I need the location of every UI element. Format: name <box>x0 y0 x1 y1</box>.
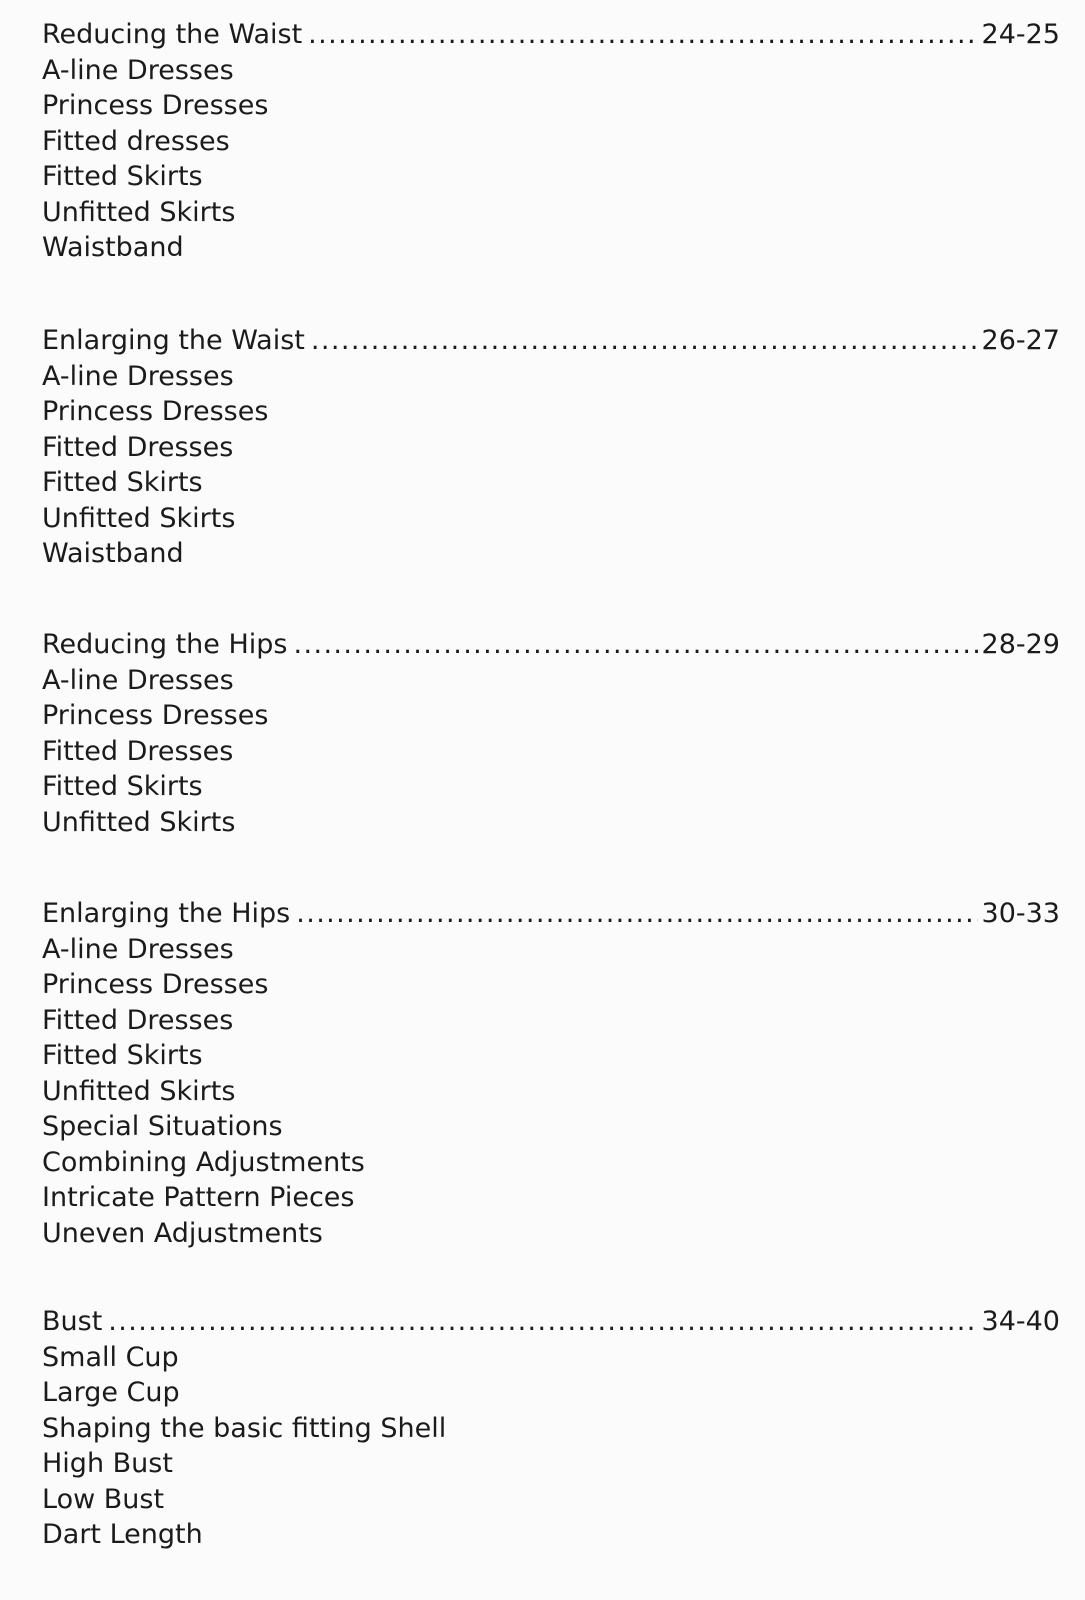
dot-leader <box>311 323 978 359</box>
subtopic-item: A-line Dresses <box>42 360 234 392</box>
subtopic-item: Unfitted Skirts <box>42 196 236 228</box>
section-title: Reducing the Waist <box>42 19 303 50</box>
section-title: Reducing the Hips <box>42 629 288 660</box>
dot-leader <box>108 1304 977 1340</box>
subtopic-item: Princess Dresses <box>42 700 269 731</box>
subtopic-item: Fitted Dresses <box>42 431 234 463</box>
subtopic-item: Small Cup <box>42 1341 179 1373</box>
subtopic-item: Low Bust <box>42 1483 165 1515</box>
subtopic-item: Fitted Skirts <box>42 161 203 192</box>
section-title: Enlarging the Hips <box>42 898 291 929</box>
page-range: 34-40 <box>981 1306 1060 1337</box>
subtopic-item: Fitted dresses <box>42 125 230 157</box>
subtopic-list <box>42 1340 1060 1553</box>
subtopic-item: Unfitted Skirts <box>42 806 236 838</box>
toc-section-enlarging-waist <box>42 323 1060 572</box>
subtopic-item: Fitted Skirts <box>42 467 203 498</box>
page-range: 30-33 <box>981 898 1060 929</box>
subtopic-item: Fitted Skirts <box>42 1040 203 1071</box>
subtopic-item: High Bust <box>42 1448 173 1479</box>
subtopic-list <box>42 53 1060 266</box>
subtopic-item: Fitted Dresses <box>42 735 234 767</box>
subtopic-item: Large Cup <box>42 1377 180 1408</box>
section-title: Bust <box>42 1306 103 1337</box>
toc-entry <box>42 896 1060 932</box>
subtopic-list <box>42 359 1060 572</box>
subtopic-item: A-line Dresses <box>42 54 234 86</box>
dot-leader <box>296 896 977 932</box>
subtopic-list <box>42 932 1060 1252</box>
subtopic-item: Fitted Skirts <box>42 771 203 802</box>
subtopic-list <box>42 663 1060 841</box>
toc-entry <box>42 627 1060 663</box>
toc-section-enlarging-hips <box>42 896 1060 1251</box>
subtopic-item: Fitted Dresses <box>42 1004 234 1036</box>
toc-entry <box>42 323 1060 359</box>
toc-entry <box>42 17 1060 53</box>
subtopic-item: Princess Dresses <box>42 396 269 427</box>
subtopic-item: A-line Dresses <box>42 664 234 696</box>
page-range: 26-27 <box>981 325 1060 356</box>
toc-section-reducing-hips <box>42 627 1060 840</box>
subtopic-item: Waistband <box>42 232 184 263</box>
subtopic-item: Unfitted Skirts <box>42 1075 236 1107</box>
subtopic-item: Dart Length <box>42 1519 203 1550</box>
section-title: Enlarging the Waist <box>42 325 305 356</box>
subtopic-item: Waistband <box>42 538 184 569</box>
toc-section-bust <box>42 1304 1060 1553</box>
page-range: 28-29 <box>981 629 1060 660</box>
subtopic-item: Combining Adjustments <box>42 1146 365 1178</box>
subtopic-item: Uneven Adjustments <box>42 1217 323 1249</box>
toc-entry <box>42 1304 1060 1340</box>
subtopic-item: A-line Dresses <box>42 933 234 965</box>
dot-leader <box>308 17 977 53</box>
subtopic-item: Shaping the basic fitting Shell <box>42 1412 447 1444</box>
subtopic-item: Unfitted Skirts <box>42 502 236 534</box>
toc-section-reducing-waist <box>42 17 1060 266</box>
subtopic-item: Special Situations <box>42 1111 283 1142</box>
subtopic-item: Intricate Pattern Pieces <box>42 1182 355 1213</box>
subtopic-item: Princess Dresses <box>42 90 269 121</box>
subtopic-item: Princess Dresses <box>42 969 269 1000</box>
page-range: 24-25 <box>981 19 1060 50</box>
dot-leader <box>294 627 978 663</box>
